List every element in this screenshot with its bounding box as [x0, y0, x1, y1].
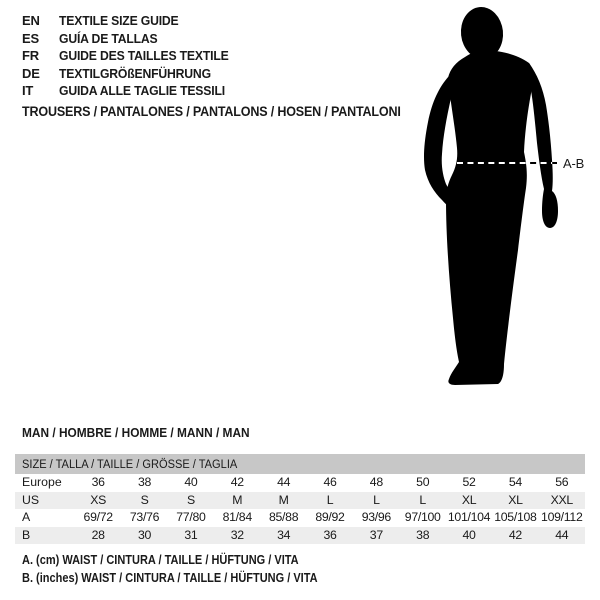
table-row-europe [15, 474, 585, 492]
row-label: Europe [22, 475, 62, 489]
size-table-header [15, 454, 585, 474]
size-cell: 77/80 [176, 510, 206, 524]
size-table-header-label: SIZE / TALLA / TAILLE / GRÖSSE / TAGLIA [22, 457, 238, 471]
size-cell: XL [461, 492, 477, 507]
size-cell: 37 [369, 527, 383, 542]
language-label: GUÍA DE TALLAS [59, 30, 158, 46]
size-cell: 109/112 [541, 510, 583, 524]
table-row-a [15, 509, 585, 527]
measurement-footnotes [22, 552, 358, 587]
gender-heading: MAN / HOMBRE / HOMME / MANN / MAN [22, 426, 250, 440]
silhouette-body-legs [446, 50, 533, 385]
row-label: B [22, 527, 31, 542]
size-table [15, 454, 585, 544]
language-code: EN [22, 13, 40, 28]
size-cell: M [232, 492, 243, 507]
language-list [22, 12, 239, 100]
size-cell: 42 [508, 527, 522, 542]
size-cell: 69/72 [83, 510, 113, 524]
size-cell: L [326, 492, 334, 507]
size-cell: 73/76 [129, 510, 160, 524]
language-code: ES [22, 30, 39, 46]
size-cell: 28 [91, 527, 105, 542]
size-cell: 36 [91, 475, 105, 489]
size-cell: L [373, 492, 380, 507]
language-label: GUIDA ALLE TAGLIE TESSILI [59, 83, 225, 99]
size-cell: 31 [184, 527, 198, 542]
size-cell: 36 [323, 527, 337, 542]
language-row-de [22, 65, 239, 83]
size-cell: 38 [416, 527, 430, 542]
silhouette-right-arm-hand [529, 63, 558, 228]
language-label: GUIDE DES TAILLES TEXTILE [59, 48, 229, 64]
size-cell: 32 [230, 527, 244, 542]
row-label: US [22, 492, 40, 507]
size-cell: 105/108 [494, 510, 537, 524]
size-cell: 44 [277, 475, 291, 489]
size-cell: 97/100 [404, 510, 441, 524]
footnote-line-2: B. (inches) WAIST / CINTURA / TAILLE / HÜFTUNG / VITA [22, 570, 318, 585]
language-row-fr [22, 47, 239, 65]
footnote-line-1: A. (cm) WAIST / CINTURA / TAILLE / HÜFTUNG / VITA [22, 553, 299, 567]
size-cell: 93/96 [361, 510, 391, 524]
language-row-en [22, 12, 239, 30]
language-code: IT [22, 83, 34, 99]
size-cell: 38 [138, 475, 152, 489]
size-cell: 34 [277, 527, 291, 542]
size-cell: 81/84 [222, 510, 252, 524]
table-row-b [15, 527, 585, 545]
language-code: DE [22, 65, 40, 81]
size-cell: 54 [508, 475, 522, 489]
size-cell: 52 [462, 475, 476, 489]
size-cell: 44 [555, 527, 569, 542]
man-silhouette [405, 0, 600, 390]
size-cell: S [140, 492, 149, 507]
size-cell: 101/104 [447, 510, 491, 524]
size-cell: 40 [184, 475, 198, 489]
language-row-it [22, 82, 239, 100]
size-cell: XL [508, 492, 523, 507]
size-cell: 40 [462, 527, 476, 542]
product-heading: TROUSERS / PANTALONES / PANTALONS / HOSEN / PANTALONI [22, 104, 401, 119]
language-label: TEXTILE SIZE GUIDE [59, 13, 179, 28]
size-cell: 56 [555, 475, 569, 489]
table-row-us [15, 492, 585, 510]
size-cell: 89/92 [315, 510, 345, 524]
size-cell: 30 [138, 527, 152, 542]
size-table-body [15, 474, 585, 544]
size-cell: 46 [323, 475, 337, 489]
language-row-es [22, 30, 239, 48]
row-label: A [22, 510, 31, 524]
size-cell: 50 [416, 475, 430, 489]
waist-measure-dashed-line [457, 162, 557, 164]
size-cell: XXL [550, 492, 573, 507]
size-cell: XS [90, 492, 107, 507]
size-cell: L [419, 492, 426, 507]
language-label: TEXTILGRÖßENFÜHRUNG [59, 65, 211, 81]
language-code: FR [22, 48, 39, 64]
waist-measure-label: A-B [563, 156, 585, 171]
size-cell: 85/88 [268, 510, 299, 524]
size-cell: 42 [230, 475, 244, 489]
size-cell: S [186, 492, 195, 507]
size-cell: 48 [369, 475, 383, 489]
size-cell: M [278, 492, 289, 507]
